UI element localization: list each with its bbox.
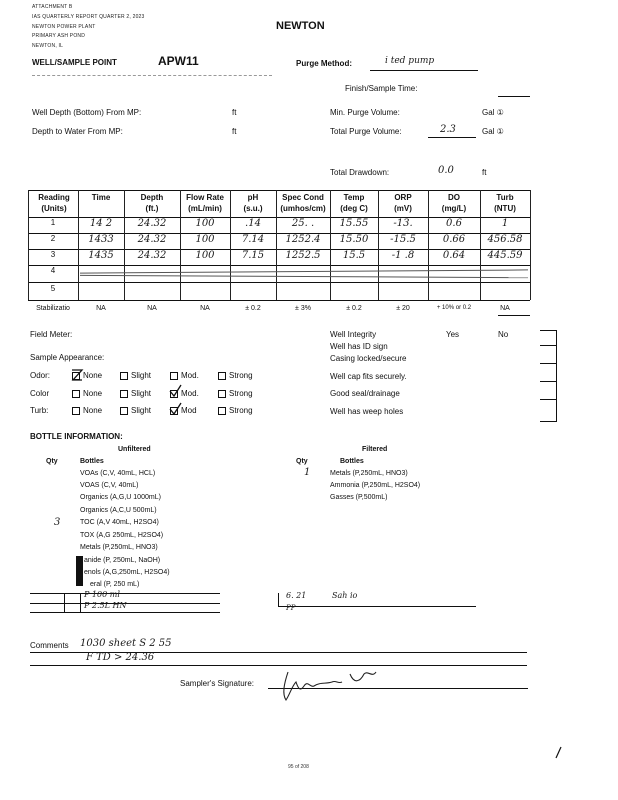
row-number: 2 xyxy=(50,234,56,243)
table-cell: 14 2 xyxy=(89,218,113,229)
table-cell: 15.5 xyxy=(342,250,366,261)
total-purge-value: 2.3 xyxy=(440,124,456,135)
table-cell: 24.32 xyxy=(137,234,167,245)
page-title: NEWTON xyxy=(276,20,325,32)
table-cell: .14 xyxy=(245,218,261,229)
odor-none[interactable]: None xyxy=(72,371,102,380)
table-cell: 1252.4 xyxy=(285,234,321,245)
purge-method-value: i ted pump xyxy=(385,56,435,66)
table-cell: 1252.5 xyxy=(285,250,321,261)
table-cell: -13. xyxy=(393,218,413,229)
plant-line: NEWTON POWER PLANT xyxy=(32,24,96,30)
odor-check-mark-icon xyxy=(70,368,84,382)
bottle-info-title: BOTTLE INFORMATION: xyxy=(30,432,123,441)
checkbox-icon xyxy=(218,390,226,398)
table-cell: 1433 xyxy=(88,234,114,245)
bottles-header-unfiltered: Bottles xyxy=(80,458,104,465)
checkbox-icon xyxy=(120,372,128,380)
turb-check-mark-icon xyxy=(168,402,182,416)
finish-time-label: Finish/Sample Time: xyxy=(345,84,418,93)
no-header: No xyxy=(498,330,509,339)
table-cell: 25. . xyxy=(291,218,315,229)
odor-slight[interactable]: Slight xyxy=(120,371,151,380)
table-cell: 1435 xyxy=(88,250,114,261)
stab-orp: ± 20 xyxy=(396,305,410,312)
checkbox-icon xyxy=(72,390,80,398)
well-sample-point-value: APW11 xyxy=(158,54,199,68)
row-number: 1 xyxy=(50,218,56,227)
stray-mark-icon xyxy=(554,746,564,760)
min-purge-label: Min. Purge Volume: xyxy=(330,108,400,117)
min-purge-unit: Gal ① xyxy=(482,108,504,117)
filtered-qty: 1 xyxy=(304,467,311,478)
checkbox-icon xyxy=(170,372,178,380)
turb-strong[interactable]: Strong xyxy=(218,406,253,415)
row-number: 4 xyxy=(50,266,56,275)
bottle-organics-500: Organics (A,C,U 500mL) xyxy=(80,507,157,514)
filtered-metals: Metals (P,250mL, HNO3) xyxy=(330,470,408,477)
checkbox-icon xyxy=(218,407,226,415)
table-cell: 100 xyxy=(195,250,215,261)
redaction-block xyxy=(76,556,83,586)
qty-header-filtered: Qty xyxy=(296,458,308,465)
table-cell: 100 xyxy=(195,234,215,245)
odor-label: Odor: xyxy=(30,371,51,380)
stabilization-label: Stabilizatio xyxy=(36,305,70,312)
odor-strong[interactable]: Strong xyxy=(218,371,253,380)
stab-temp: ± 0.2 xyxy=(346,305,362,312)
comments-line1: 1030 sheet S 2 55 xyxy=(80,638,172,649)
comments-line2: F TD > 24.36 xyxy=(86,652,155,663)
wi-cap: Well cap fits securely. xyxy=(330,372,407,381)
total-drawdown-label: Total Drawdown: xyxy=(330,168,390,177)
color-slight[interactable]: Slight xyxy=(120,389,151,398)
turb-mod[interactable]: Mod xyxy=(170,406,197,415)
sampler-signature-icon xyxy=(276,664,386,704)
wi-id-sign: Well has ID sign xyxy=(330,342,388,351)
hand-filtered-2: Sah io xyxy=(332,591,358,600)
stab-depth: NA xyxy=(147,305,157,312)
filtered-ammonia: Ammonia (P,250mL, H2SO4) xyxy=(330,482,421,489)
table-cell: 0.64 xyxy=(442,250,466,261)
sample-appearance-label: Sample Appearance: xyxy=(30,353,105,362)
purge-method-label: Purge Method: xyxy=(296,59,352,68)
total-drawdown-unit: ft xyxy=(482,168,487,177)
col-do: DO xyxy=(448,193,460,202)
filtered-gasses: Gasses (P,500mL) xyxy=(330,494,388,501)
table-cell: -1 .8 xyxy=(391,250,415,261)
comments-label: Comments xyxy=(30,641,69,650)
total-purge-label: Total Purge Volume: xyxy=(330,127,402,136)
table-cell: 1 xyxy=(501,218,509,229)
col-time: Time xyxy=(91,193,111,202)
table-cell: 0.6 xyxy=(446,218,462,229)
bottle-metals: Metals (P,250mL, HNO3) xyxy=(80,544,158,551)
color-mod[interactable]: Mod. xyxy=(170,389,199,398)
col-temp: Temp xyxy=(343,193,365,202)
filtered-header: Filtered xyxy=(362,446,388,453)
table-cell: 15.50 xyxy=(339,234,369,245)
stab-time: NA xyxy=(96,305,106,312)
bottle-tox: TOX (A,G 250mL, H2SO4) xyxy=(80,532,164,539)
total-drawdown-value: 0.0 xyxy=(438,165,454,176)
wi-weep: Well has weep holes xyxy=(330,407,404,416)
col-flow-rate: Flow Rate xyxy=(186,193,224,202)
location-line: NEWTON, IL xyxy=(32,43,64,49)
well-integrity-title: Well Integrity xyxy=(330,330,377,339)
table-cell: -15.5 xyxy=(390,234,416,245)
yes-header: Yes xyxy=(446,330,460,339)
depth-to-water-label: Depth to Water From MP: xyxy=(32,127,123,136)
table-cell: 0.66 xyxy=(442,234,466,245)
col-depth: Depth xyxy=(140,193,164,202)
page-footer: 95 of 208 xyxy=(288,764,309,770)
table-cell: 100 xyxy=(195,218,215,229)
bottle-voas: VOAS (C,V, 40mL) xyxy=(80,482,139,489)
row-number: 5 xyxy=(50,284,56,293)
qty-header-unfiltered: Qty xyxy=(46,458,58,465)
color-strong[interactable]: Strong xyxy=(218,389,253,398)
stab-do: + 10% or 0.2 xyxy=(436,305,472,311)
stab-spec-cond: ± 3% xyxy=(295,305,311,312)
row-number: 3 xyxy=(50,250,56,259)
stab-ph: ± 0.2 xyxy=(245,305,261,312)
unfiltered-header: Unfiltered xyxy=(118,446,151,453)
wi-casing: Casing locked/secure xyxy=(330,354,407,363)
total-purge-unit: Gal ① xyxy=(482,127,504,136)
report-line: IAS QUARTERLY REPORT QUARTER 2, 2023 xyxy=(32,14,145,20)
bottle-mineral: eral (P, 250 mL) xyxy=(90,581,140,588)
turb-none[interactable]: None xyxy=(72,406,102,415)
checkbox-icon xyxy=(72,407,80,415)
bottle-toc: TOC (A,V 40mL, H2SO4) xyxy=(80,519,159,526)
turb-label: Turb: xyxy=(30,406,49,415)
turb-slight[interactable]: Slight xyxy=(120,406,151,415)
bottle-voas-hcl: VOAs (C,V, 40mL, HCL) xyxy=(80,470,156,477)
toc-qty: 3 xyxy=(54,517,61,528)
bottle-organics-1000: Organics (A,G,U 1000mL) xyxy=(80,494,161,501)
field-meter-label: Field Meter: xyxy=(30,330,73,339)
col-spec-cond: Spec Cond xyxy=(282,193,324,202)
hand-bottle-1: P 100 ml xyxy=(84,590,120,599)
checkbox-icon xyxy=(218,372,226,380)
col-orp: ORP xyxy=(394,193,412,202)
well-depth-unit: ft xyxy=(232,108,237,117)
bottle-phenols: enols (A,G,250mL, H2SO4) xyxy=(84,569,170,576)
color-check-mark-icon xyxy=(168,384,182,398)
well-sample-point-label: WELL/SAMPLE POINT xyxy=(32,58,117,67)
table-cell: 15.55 xyxy=(339,218,369,229)
odor-mod[interactable]: Mod. xyxy=(170,371,199,380)
color-none[interactable]: None xyxy=(72,389,102,398)
col-reading: Reading xyxy=(38,193,70,202)
col-ph: pH xyxy=(247,193,259,202)
stab-turb: NA xyxy=(500,305,510,312)
wi-seal: Good seal/drainage xyxy=(330,389,400,398)
well-depth-label: Well Depth (Bottom) From MP: xyxy=(32,108,142,117)
checkbox-icon xyxy=(120,407,128,415)
stab-flow: NA xyxy=(200,305,210,312)
attachment-line: ATTACHMENT B xyxy=(32,4,73,10)
col-turb: Turb xyxy=(496,193,514,202)
bottle-cyanide: anide (P, 250mL, NaOH) xyxy=(84,557,161,564)
pond-line: PRIMARY ASH POND xyxy=(32,33,86,39)
table-cell: 7.14 xyxy=(241,234,265,245)
hand-filtered-1: 6. 21 xyxy=(286,591,307,600)
bottles-header-filtered: Bottles xyxy=(340,458,364,465)
checkbox-icon xyxy=(120,390,128,398)
table-cell: 7.15 xyxy=(241,250,265,261)
color-label: Color xyxy=(30,389,50,398)
hand-bottle-2: P 2.5L HN xyxy=(84,601,127,610)
table-cell: 456.58 xyxy=(487,234,523,245)
signature-label: Sampler's Signature: xyxy=(180,679,255,688)
table-cell: 24.32 xyxy=(137,218,167,229)
depth-to-water-unit: ft xyxy=(232,127,237,136)
table-cell: 445.59 xyxy=(487,250,523,261)
hand-filtered-3: PP xyxy=(286,604,296,612)
table-cell: 24.32 xyxy=(137,250,167,261)
